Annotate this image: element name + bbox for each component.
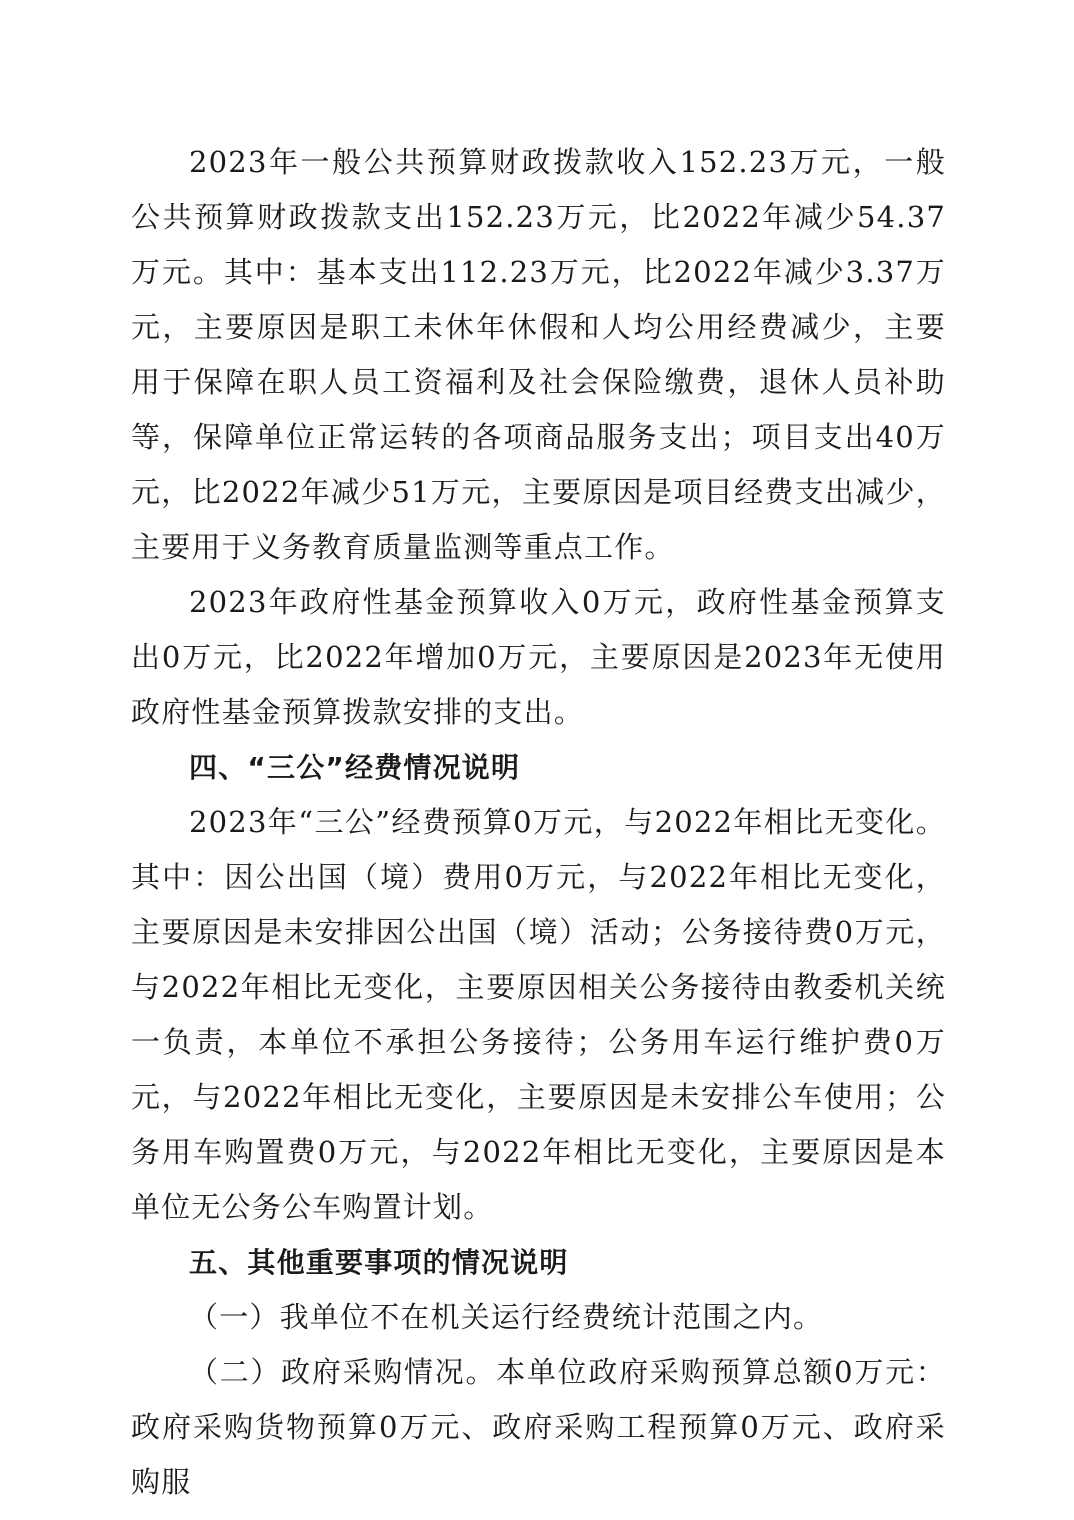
section-heading-other-matters: 五、其他重要事项的情况说明: [189, 1246, 569, 1279]
paragraph-government-fund: 2023年政府性基金预算收入0万元，政府性基金预算支出0万元，比2022年增加0万元，主要原因是2023年无使用政府性基金预算拨款安排的支出。: [131, 585, 946, 729]
section-heading-three-public-expenses: 四、“三公”经费情况说明: [189, 751, 521, 784]
paragraph-three-public-expenses: 2023年“三公”经费预算0万元，与2022年相比无变化。其中：因公出国（境）费用0万元，与2022年相比无变化，主要原因是未安排因公出国（境）活动；公务接待费0万元，与2022年相比无变化，主要原因相关公务接待由教委机关统一负责，本单位不承担公务接待；公务用车运行维护费0万元，与2022年相比无变化，主要原因是未安排公车使用；公务用车购置费0万元，与2022年相比无变化，主要原因是本单位无公务公车购置计划。: [131, 805, 946, 1224]
document-body: [131, 135, 946, 1510]
paragraph-government-procurement: （二）政府采购情况。本单位政府采购预算总额0万元：政府采购货物预算0万元、政府采购工程预算0万元、政府采购服: [131, 1355, 946, 1499]
paragraph-budget-appropriation: 2023年一般公共预算财政拨款收入152.23万元，一般公共预算财政拨款支出152.23万元，比2022年减少54.37万元。其中：基本支出112.23万元，比2022年减少3.37万元，主要原因是职工未休年休假和人均公用经费减少，主要用于保障在职人员工资福利及社会保险缴费，退休人员补助等，保障单位正常运转的各项商品服务支出；项目支出40万元，比2022年减少51万元，主要原因是项目经费支出减少，主要用于义务教育质量监测等重点工作。: [131, 145, 946, 564]
paragraph-agency-operating-costs: （一）我单位不在机关运行经费统计范围之内。: [189, 1300, 824, 1334]
